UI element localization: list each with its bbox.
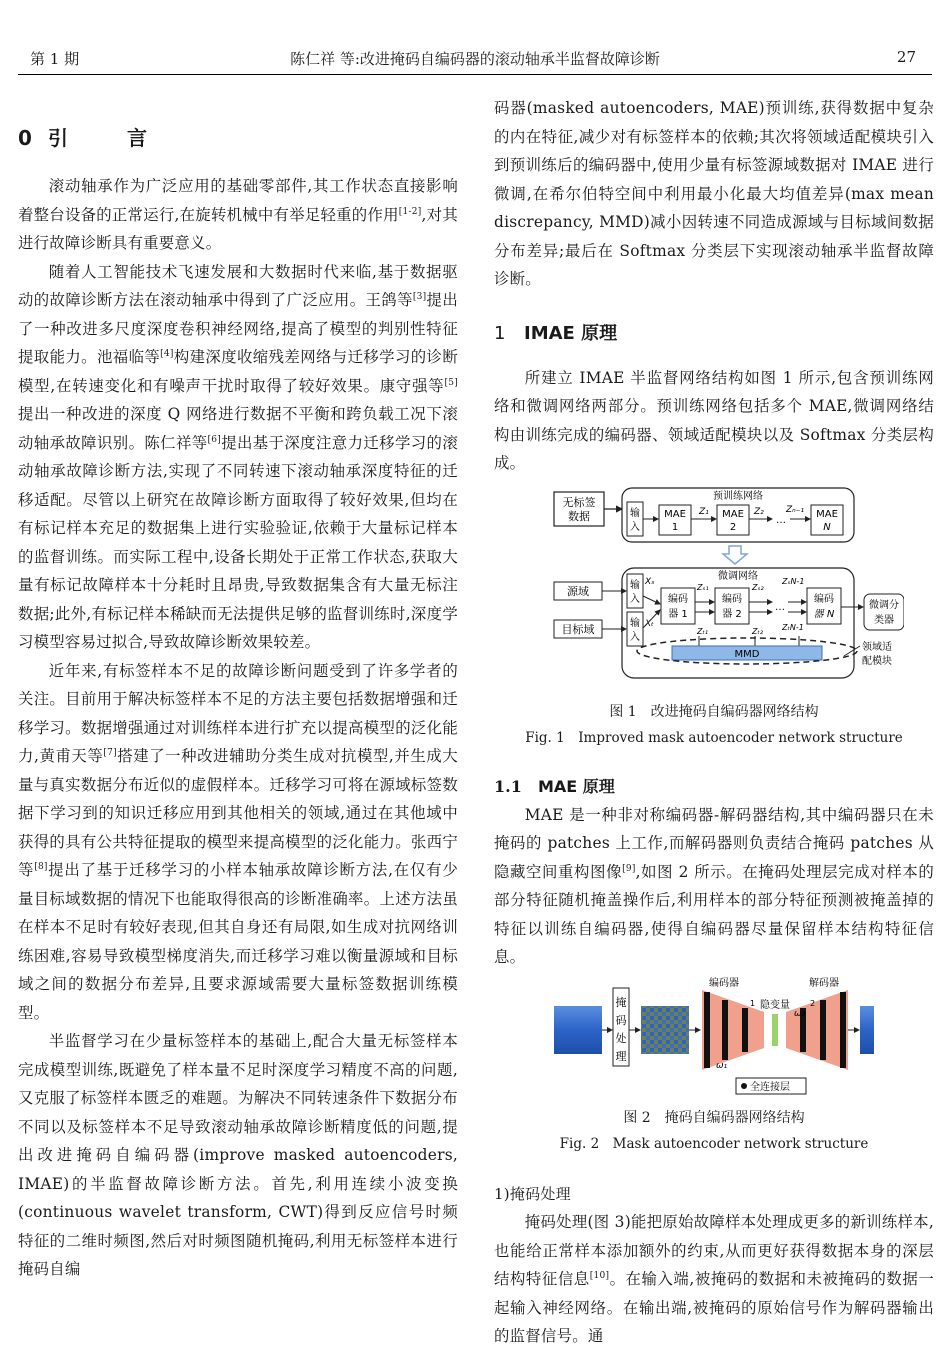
intro-paragraph-4-continued: 码器(masked autoencoders, MAE)预训练,获得数据中复杂的内在特征,减少对有标签样本的依赖;其次将领域适配模块引入到预训练后的编码器中,使用少量有标签源域数据对 IMAE 进行微调,在希尔伯特空间中利用最小化最大均值差异(max mean discrepancy, MMD)减小因转速不同造成源域与目标域间数据分布差异;最后在 Softmax 分类层下实现滚动轴承半监督故障诊断。 bbox=[494, 99, 934, 288]
zs1-label: Zₛ₁ bbox=[697, 582, 709, 592]
section-1-heading: 1 IMAE 原理 bbox=[494, 322, 618, 344]
encoder-weight-index: 1 bbox=[750, 998, 756, 1008]
figure-1-caption-cn: 图 1 改进掩码自编码器网络结构 bbox=[609, 703, 819, 720]
encoder-n-index: 器 N bbox=[813, 608, 835, 620]
mask-processing-label-2: 码 bbox=[615, 1013, 627, 1027]
omega2-label: ω₂ bbox=[794, 1008, 806, 1019]
fc-legend-dot bbox=[741, 1083, 747, 1089]
mae-2-index: 2 bbox=[729, 521, 737, 533]
encoder-n-label: 编码 bbox=[814, 593, 834, 605]
figure-2-diagram bbox=[554, 976, 874, 1098]
mae-n-label: MAE bbox=[816, 508, 838, 520]
domain-adapt-label: 领域适 bbox=[862, 641, 892, 653]
section-1-1-heading: 1.1 MAE 原理 bbox=[494, 776, 615, 796]
finetune-network-title: 微调网络 bbox=[718, 570, 758, 582]
encoder-label: 编码器 bbox=[709, 977, 739, 989]
pretrain-network-title: 预训练网络 bbox=[713, 490, 763, 502]
section-1-1-paragraph: MAE 是一种非对称编码器-解码器结构,其中编码器只在未掩码的 patches 上工作,而解码器则负责结合掩码 patches 从隐藏空间重构图像[9],如图 2 所示。在掩码处理层完成对样本的部分特征随机掩盖操作后,利用样本的部分特征预测被掩盖掉的特征以训练自编码器,使得自编码器尽量保留样本结构特征信息。 bbox=[494, 805, 934, 966]
latent-vector bbox=[772, 1014, 778, 1046]
finetune-source-input-label-2: 入 bbox=[630, 593, 640, 605]
finetune-target-input-label-2: 入 bbox=[630, 631, 640, 643]
figure-2-caption-cn: 图 2 掩码自编码器网络结构 bbox=[623, 1109, 805, 1126]
finetune-target-input-label: 输 bbox=[630, 617, 640, 629]
mae-1-index: 1 bbox=[671, 521, 679, 533]
zsn1-label: ZₛN-1 bbox=[782, 576, 805, 586]
subsection-mask-paragraph: 掩码处理(图 3)能把原始故障样本处理成更多的新训练样本,也能给正常样本添加额外的约束,从而更好获得数据本身的深层结构特征信息[10]。在输入端,被掩码的数据和未被掩码的数据一起输入神经网络。在输出端,被掩码的原始信号作为解码器输出的监督信号。通 bbox=[494, 1213, 934, 1345]
latent-label: 隐变量 bbox=[760, 999, 790, 1011]
figure-1-caption-en: Fig. 1 Improved mask autoencoder network structure bbox=[525, 729, 903, 746]
finetune-dots: … bbox=[775, 601, 785, 613]
z1-label: Z₁ bbox=[699, 506, 709, 517]
source-domain-label: 源域 bbox=[567, 584, 589, 598]
intro-paragraph-4: 半监督学习在少量标签样本的基础上,配合大量无标签样本完成模型训练,既避免了样本量不足时深度学习精度不高的问题,又克服了标签样本匮乏的难题。为解决不同转速条件下数据分布不同以及标签样本不足导致滚动轴承故障诊断精度低的问题,提出改进掩码自编码器(improve masked autoencoders, IMAE)的半监督故障诊断方法。首先,利用连续小波变换(continuous wavelet transform, CWT)得到反应信号时频特征的二维时频图,然后对时频图随机掩码,利用无标签样本进行掩码自编 bbox=[18, 1032, 458, 1278]
section-1-paragraph: 所建立 IMAE 半监督网络结构如图 1 所示,包含预训练网络和微调网络两部分。预训练网络包括多个 MAE,微调网络结构由训练完成的编码器、领域适配模块以及 Softmax 分类层构成。 bbox=[494, 368, 934, 472]
right-column bbox=[494, 94, 934, 1351]
zn1-label: Zₙ₋₁ bbox=[786, 504, 805, 515]
pretrain-to-finetune-arrow bbox=[723, 546, 747, 564]
section-0-heading: 0 引 言 bbox=[18, 126, 173, 150]
mask-processing-label-1: 掩 bbox=[615, 995, 627, 1009]
masked-spectrogram bbox=[641, 1006, 689, 1054]
mae-1-label: MAE bbox=[664, 508, 686, 520]
mmd-label: MMD bbox=[734, 648, 760, 660]
mask-processing-label-3: 处 bbox=[615, 1031, 627, 1045]
figure-2 bbox=[554, 976, 874, 1098]
zt1-label: Zₜ₁ bbox=[697, 626, 709, 636]
ztn1-label: ZₜN-1 bbox=[782, 622, 804, 632]
z2-label: Z₂ bbox=[754, 506, 764, 517]
mae-2-label: MAE bbox=[722, 508, 744, 520]
xt-label: Xₜ bbox=[645, 618, 654, 629]
page-number: 27 bbox=[896, 48, 916, 66]
fc-legend-label: 全连接层 bbox=[750, 1081, 790, 1093]
zs2-label: Zₛ₂ bbox=[752, 582, 764, 592]
encoder-2-label: 编码 bbox=[722, 593, 742, 605]
unlabeled-data-label-2: 数据 bbox=[568, 509, 590, 523]
finetune-classifier-label-2: 类器 bbox=[874, 614, 894, 626]
pretrain-input-label: 输 bbox=[630, 507, 640, 519]
zt2-label: Zₜ₂ bbox=[752, 626, 764, 636]
figure-2-caption-en: Fig. 2 Mask autoencoder network structure bbox=[559, 1135, 869, 1152]
decoder-trapezoid bbox=[786, 990, 848, 1070]
intro-paragraph-1: 滚动轴承作为广泛应用的基础零部件,其工作状态直接影响着整台设备的正常运行,在旋转机械中有举足轻重的作用[1-2],对其进行故障诊断具有重要意义。 bbox=[18, 177, 458, 252]
unlabeled-data-label: 无标签 bbox=[562, 495, 596, 509]
mae-n-index: N bbox=[823, 521, 831, 533]
finetune-classifier-label: 微调分 bbox=[869, 599, 899, 611]
input-spectrogram bbox=[554, 1006, 602, 1054]
reconstructed-spectrogram bbox=[860, 1006, 874, 1054]
figure-1-diagram bbox=[524, 486, 904, 696]
intro-paragraph-3: 近年来,有标签样本不足的故障诊断问题受到了许多学者的关注。目前用于解决标签样本不足的方法主要包括数据增强和迁移学习。数据增强通过对训练样本进行扩充以提高模型的泛化能力,黄甫天等[7]搭建了一种改进辅助分类生成对抗模型,并生成大量与真实数据分布近似的虚假样本。迁移学习可将在源域标签数据下学习到的知识迁移应用到其他相关的领域,通过在其他域中获得的具有公共特征提取的模型来提高模型的泛化能力。张西宁等[8]提出了基于迁移学习的小样本轴承故障诊断方法,在仅有少量目标域数据的情况下也能取得很高的诊断准确率。上述方法虽在样本不足时有较好表现,但其自身还有局限,如生成对抗网络训练困难,容易导致模型梯度消失,而迁移学习难以衡量源域和目标域之间的数据分布差异,且要求源域需要大量标签数据训练模型。 bbox=[18, 661, 458, 1022]
encoder-1-label: 编码 bbox=[668, 593, 688, 605]
running-title: 陈仁祥 等:改进掩码自编码器的滚动轴承半监督故障诊断 bbox=[290, 50, 660, 68]
pretrain-input-label-2: 入 bbox=[630, 521, 640, 533]
encoder-2-index: 器 2 bbox=[722, 608, 742, 620]
issue-label: 第 1 期 bbox=[30, 50, 80, 68]
target-domain-label: 目标域 bbox=[561, 622, 595, 636]
subsection-mask-heading: 1)掩码处理 bbox=[494, 1184, 571, 1203]
omega1-label: ω₁ bbox=[716, 1060, 728, 1071]
encoder-1-index: 器 1 bbox=[668, 608, 688, 620]
header-rule bbox=[18, 74, 932, 75]
domain-adapt-label-2: 配模块 bbox=[862, 655, 892, 667]
decoder-label: 解码器 bbox=[809, 977, 839, 989]
finetune-source-input-label: 输 bbox=[630, 579, 640, 591]
mask-processing-label-4: 理 bbox=[615, 1049, 627, 1063]
xs-label: Xₛ bbox=[645, 576, 655, 587]
intro-paragraph-2: 随着人工智能技术飞速发展和大数据时代来临,基于数据驱动的故障诊断方法在滚动轴承中得到了广泛应用。王鸽等[3]提出了一种改进多尺度深度卷积神经网络,提高了模型的判别性特征提取能力。池福临等[4]构建深度收缩残差网络与迁移学习的诊断模型,在转速变化和有噪声干扰时取得了较好效果。康守强等[5]提出一种改进的深度 Q 网络进行数据不平衡和跨负载工况下滚动轴承故障识别。陈仁祥等[6]提出基于深度注意力迁移学习的滚动轴承故障诊断方法,实现了不同转速下滚动轴承深度特征的迁移适配。尽管以上研究在故障诊断方面取得了较好效果,但均在有标记样本充足的数据集上进行实验验证,依赖于大量标记样本的监督训练。而实际工程中,设备长期处于正常工作状态,获取大量有标记故障样本十分耗时且昂贵,导致数据集含有大量无标注数据;此外,有标记样本稀缺而无法提供足够的监督训练时,深度学习模型容易过拟合,导致故障诊断效果较差。 bbox=[18, 262, 458, 651]
decoder-weight-index: 2 bbox=[810, 998, 816, 1008]
pretrain-dots: … bbox=[776, 514, 786, 526]
figure-1 bbox=[524, 486, 904, 696]
left-column bbox=[18, 118, 458, 1284]
